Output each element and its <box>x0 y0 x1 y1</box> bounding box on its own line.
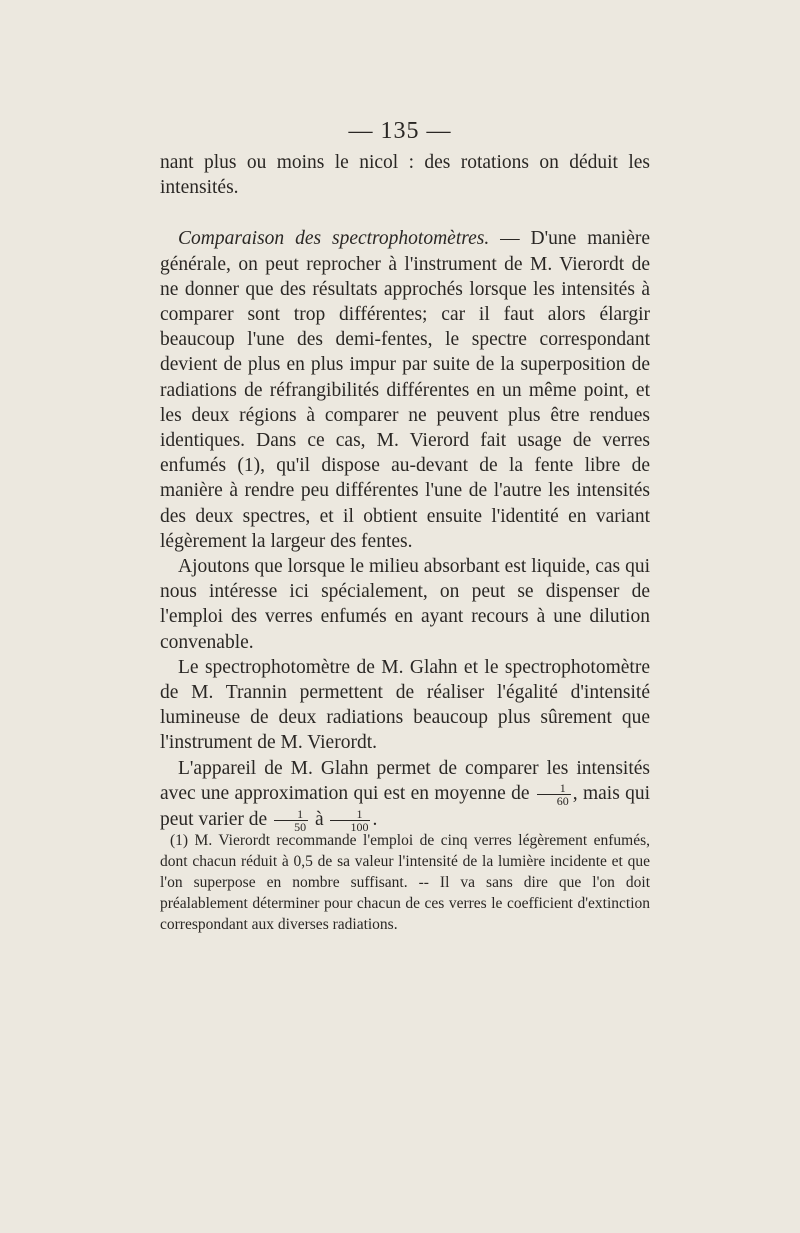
paragraph-2-text: — D'une manière générale, on peut reprocher à l'instrument de M. Vierordt de ne donner que des résultats approchés lorsque les intensités à comparer sont trop différentes; car il faut alors élargir beaucoup l'une des demi-fentes, le spectre correspondant devient de plus en plus impur par suite de la superposition de radiations de réfrangibilités différentes en un même point, et les deux régions à comparer ne peuvent plus être rendues identiques. Dans ce cas, M. Vierord fait usage de verres enfumés (1), qu'il dispose au-devant de la fente libre de manière à rendre peu différentes l'une de l'autre les intensités des deux spectres, et il obtient ensuite l'identité en variant légèrement la largeur des fentes. <box>160 228 650 552</box>
paragraph-5-text-d: . <box>372 808 378 830</box>
paragraph-3: Ajoutons que lorsque le milieu absorbant est liquide, cas qui nous intéresse ici spécialement, on peut se dispenser de l'emploi des verres enfumés en ayant recours à une dilution convenable. <box>160 556 650 653</box>
fraction-denominator: 60 <box>556 793 569 808</box>
paragraph-4: Le spectrophotomètre de M. Glahn et le spectrophotomètre de M. Trannin permettent de réaliser l'égalité d'intensité lumineuse de deux radiations beaucoup plus sûrement que l'instrument de M. Vierordt. <box>160 656 650 754</box>
fraction-numerator: 1 <box>274 808 308 821</box>
paragraph-5 <box>160 756 650 833</box>
paragraph-5-text-b: , mais qui peut varier de <box>160 782 650 830</box>
paragraph-1: nant plus ou moins le nicol : des rotations on déduit les intensités. <box>160 152 650 199</box>
footnote: (1) M. Vierordt recommande l'emploi de cinq verres légèrement enfumés, dont chacun réduit à 0,5 de sa valeur l'intensité de la lumière incidente et que l'on superpose en nombre suffisant. -- Il va sans dire que l'on doit préalablement déterminer pour chacun de ces verres le coefficient d'extinction correspondant aux diverses radiations. <box>160 832 650 933</box>
section-title: Comparaison des spectrophotomètres. <box>178 228 490 250</box>
paragraph-5-text-a: L'appareil de M. Glahn permet de comparer les intensités avec une approximation qui est en moyenne de <box>160 757 650 804</box>
fraction-1-60 <box>537 782 571 807</box>
paragraph-5-text-c: à <box>310 808 329 830</box>
main-text <box>160 150 650 833</box>
page-number: — 135 — <box>348 118 452 144</box>
fraction-numerator: 1 <box>537 782 571 795</box>
paragraph-2 <box>160 226 650 554</box>
fraction-denominator: 50 <box>294 819 307 834</box>
fraction-numerator: 1 <box>330 808 370 821</box>
fraction-denominator: 100 <box>350 819 369 834</box>
